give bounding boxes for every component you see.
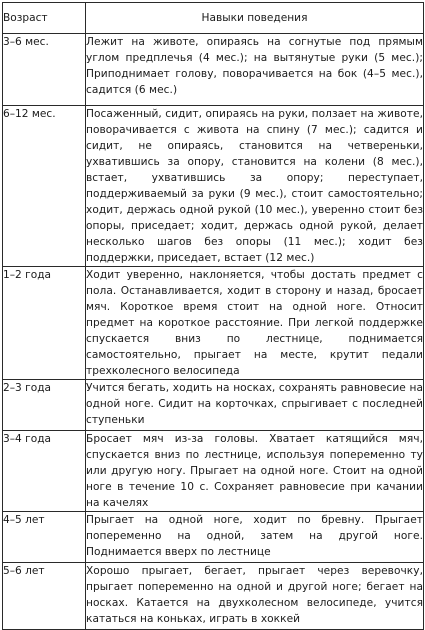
header-age: Возраст <box>3 3 86 34</box>
behavior-skills-table <box>2 2 424 630</box>
age-cell: 6–12 мес. <box>3 106 86 267</box>
skills-cell: Ходит уверенно, наклоняется, чтобы достать предмет с пола. Останавливается, ходит в сторону и назад, бросает мяч. Короткое время стоит на одной ноге. Относит предмет на короткое расстояние. При легкой поддержке спускается вниз по лестнице, поднимается самостоятельно, прыгает на месте, крутит педали трехколесного велосипеда <box>86 267 424 380</box>
table-row <box>3 431 424 512</box>
table-header-row <box>3 3 424 34</box>
age-cell: 5–6 лет <box>3 563 86 630</box>
skills-cell: Бросает мяч из-за головы. Хватает катящийся мяч, спускается вниз по лестнице, используя попеременно ту или другую ногу. Прыгает на одной ноге. Стоит на одной ноге в течение 10 с. Сохраняет равновесие при качании на качелях <box>86 431 424 512</box>
table-row <box>3 380 424 431</box>
table-row <box>3 563 424 630</box>
skills-cell: Лежит на животе, опираясь на согнутые под прямым углом предплечья (4 мес.); на вытянутые руки (5 мес.); Приподнимает голову, поворачивается на бок (4–5 мес.), садится (6 мес.) <box>86 34 424 106</box>
age-cell: 3–4 года <box>3 431 86 512</box>
table-row <box>3 106 424 267</box>
skills-cell: Посаженный, сидит, опираясь на руки, ползает на животе, поворачивается с живота на спину (7 мес.); садится и сидит, не опираясь, становится на четвереньки, ухватившись за опору, становится на колени (8 мес.), встает, ухватившись за опору; переступает, поддерживаемый за руки (9 мес.), стоит самостоятельно; ходит, держась одной рукой (10 мес.), уверенно стоит без опоры, приседает; ходит, держась одной рукой, делает несколько шагов без опоры (11 мес.); ходит без поддержки, приседает, встает (12 мес.) <box>86 106 424 267</box>
age-cell: 2–3 года <box>3 380 86 431</box>
age-cell: 3–6 мес. <box>3 34 86 106</box>
table-row <box>3 267 424 380</box>
table-row <box>3 512 424 563</box>
skills-cell: Прыгает на одной ноге, ходит по бревну. Прыгает попеременно на одной, затем на другой ноге. Поднимается вверх по лестнице <box>86 512 424 563</box>
age-cell: 4–5 лет <box>3 512 86 563</box>
age-cell: 1–2 года <box>3 267 86 380</box>
header-skills: Навыки поведения <box>86 3 424 34</box>
skills-cell: Хорошо прыгает, бегает, прыгает через веревочку, прыгает попеременно на одной и другой ноге; бегает на носках. Катается на двухколесном велосипеде, учится кататься на коньках, играть в хоккей <box>86 563 424 630</box>
skills-cell: Учится бегать, ходить на носках, сохранять равновесие на одной ноге. Сидит на корточках, спрыгивает с последней ступеньки <box>86 380 424 431</box>
table-row <box>3 34 424 106</box>
